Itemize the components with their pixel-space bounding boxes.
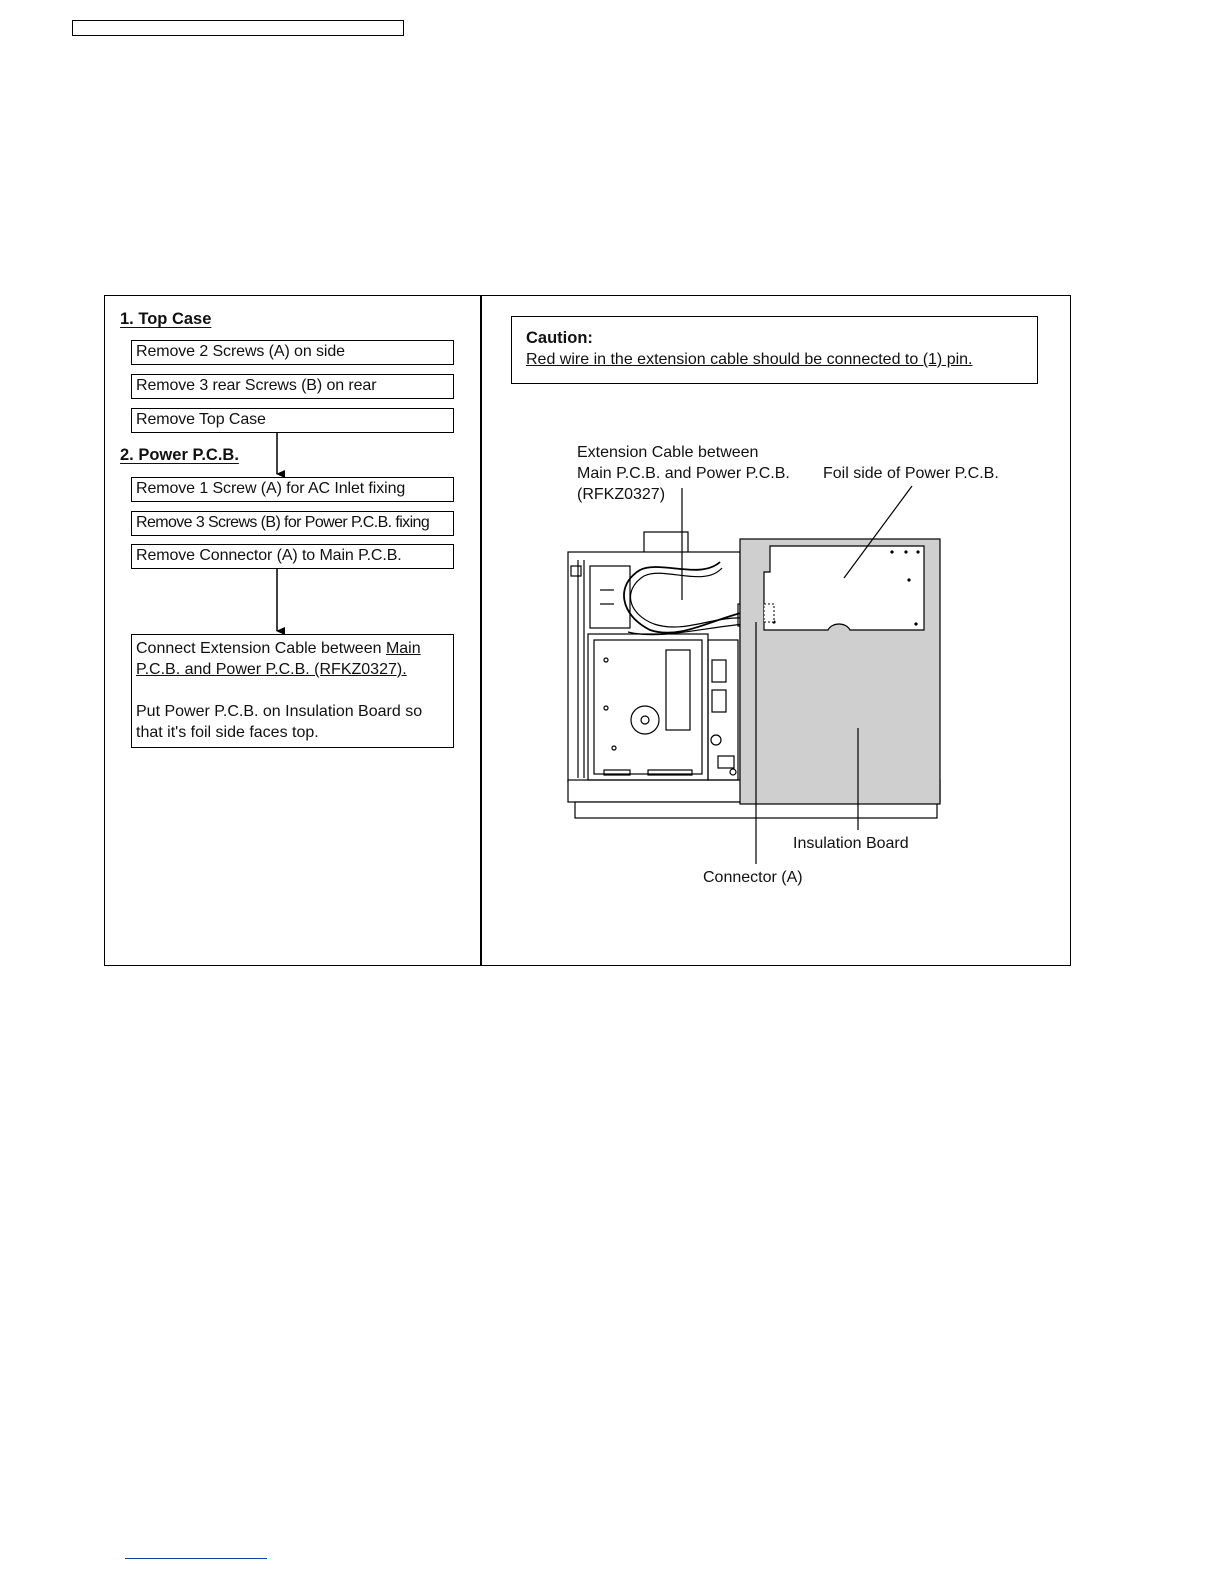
step-remove-side-screws: Remove 2 Screws (A) on side xyxy=(131,340,454,365)
section-title-power-pcb: 2. Power P.C.B. xyxy=(120,446,239,464)
footer-link-underline xyxy=(125,1558,267,1559)
extension-cable-label-line-1: Extension Cable between xyxy=(577,444,759,461)
final-step-line-4: that it's foil side faces top. xyxy=(136,724,319,741)
insulation-board-label: Insulation Board xyxy=(793,835,909,852)
step-remove-power-pcb-screws: Remove 3 Screws (B) for Power P.C.B. fixing xyxy=(131,511,454,536)
final-step-line-2: P.C.B. and Power P.C.B. (RFKZ0327). xyxy=(136,661,407,678)
step-remove-ac-inlet-screw: Remove 1 Screw (A) for AC Inlet fixing xyxy=(131,477,454,502)
extension-cable-label-line-2: Main P.C.B. and Power P.C.B. xyxy=(577,465,790,482)
caution-text: Red wire in the extension cable should be connected to (1) pin. xyxy=(526,351,973,368)
connector-a-label: Connector (A) xyxy=(703,869,803,886)
final-step-line-3: Put Power P.C.B. on Insulation Board so xyxy=(136,703,423,720)
step-remove-connector: Remove Connector (A) to Main P.C.B. xyxy=(131,544,454,569)
section-title-top-case: 1. Top Case xyxy=(120,310,212,328)
foil-side-label: Foil side of Power P.C.B. xyxy=(823,465,999,482)
final-step-line-1-underlined: Main xyxy=(385,640,421,657)
step-remove-rear-screws: Remove 3 rear Screws (B) on rear xyxy=(131,374,454,399)
extension-cable-label-line-3: (RFKZ0327) xyxy=(577,486,666,503)
final-step-line-1-text: Connect Extension Cable between xyxy=(136,640,386,657)
power-pcb-foil-side xyxy=(764,546,924,630)
caution-title: Caution: xyxy=(526,329,593,347)
step-remove-top-case: Remove Top Case xyxy=(131,408,454,433)
